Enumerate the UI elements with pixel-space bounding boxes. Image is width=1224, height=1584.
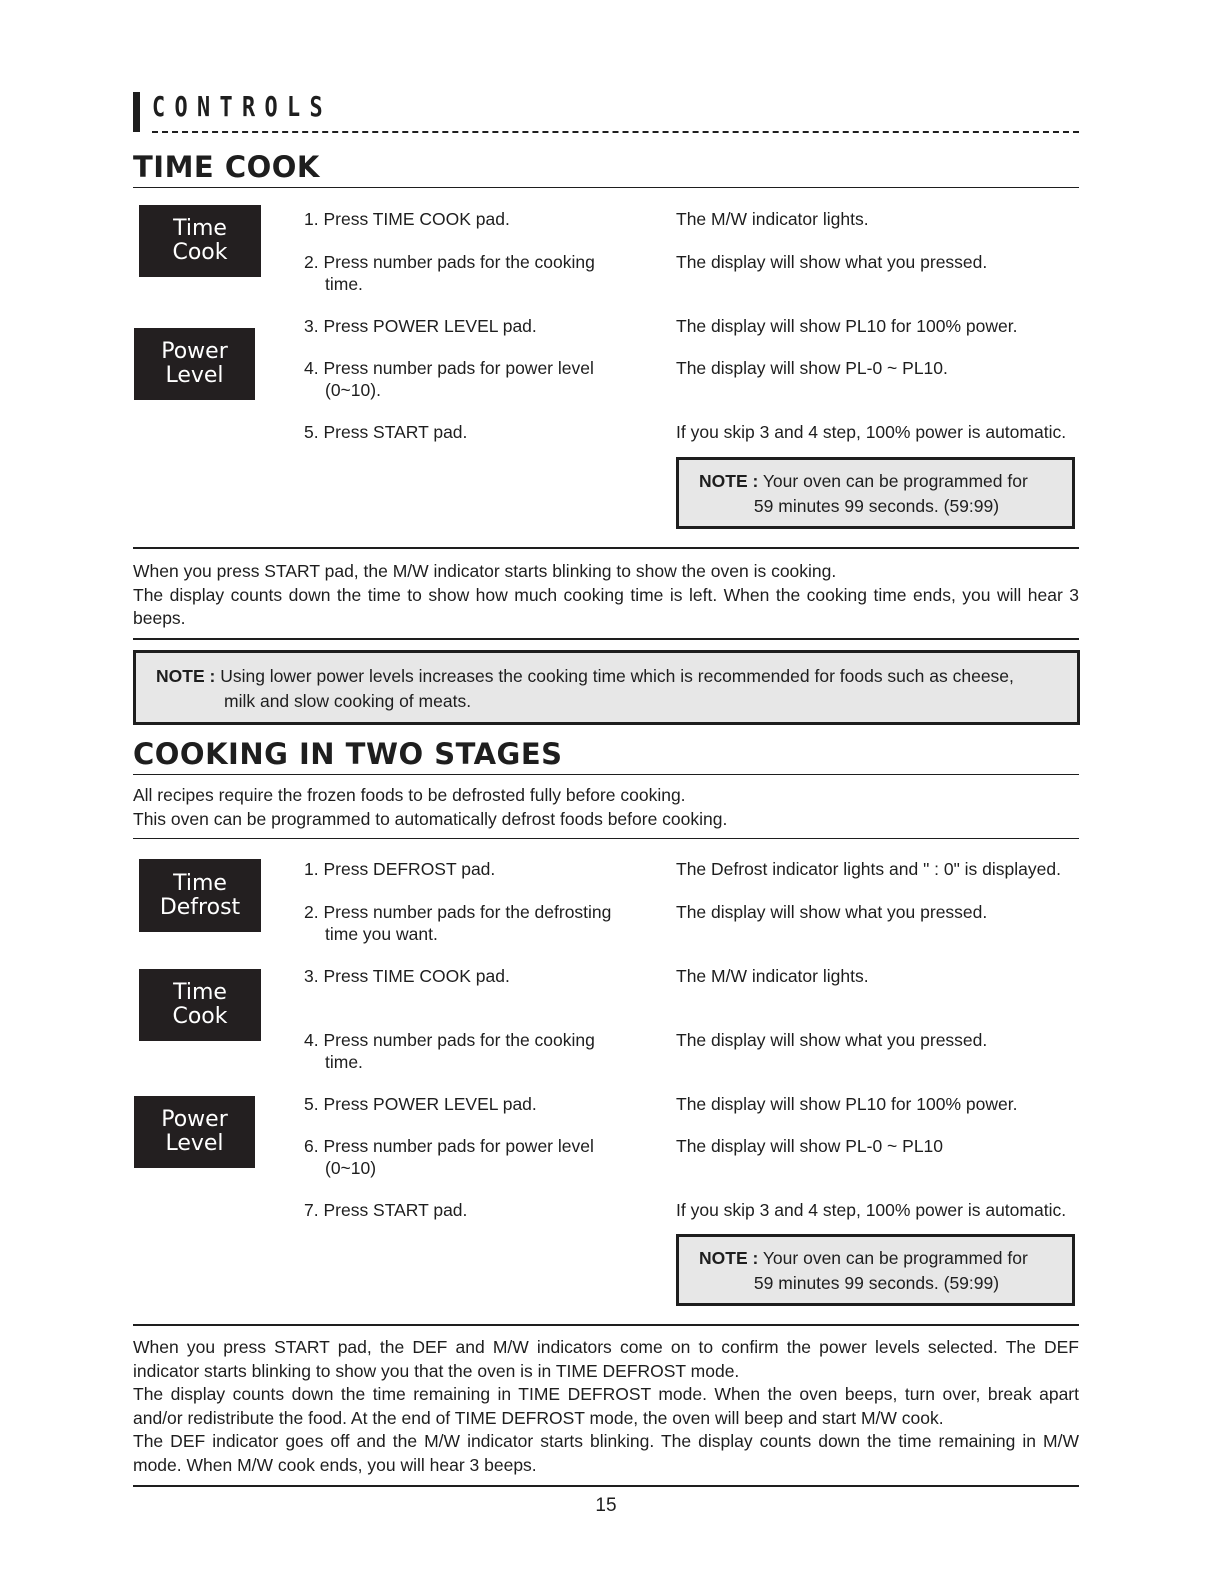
step-1: 1. Press TIME COOK pad.: [304, 209, 510, 229]
dashed-divider: [152, 131, 1079, 133]
result-2: The display will show what you pressed.: [676, 252, 988, 272]
time-cook-description: When you press START pad, the M/W indicator starts blinking to show the oven is cooking. The display counts down the time to show how much cooking time is left. When the cooking time ends, you will hear 3 beeps.: [133, 561, 1079, 628]
two-stages-title: COOKING IN TWO STAGES: [133, 737, 563, 771]
result-3: The M/W indicator lights.: [676, 966, 869, 986]
two-stages-intro: All recipes require the frozen foods to be defrosted fully before cooking. This oven can be programmed to automatically defrost foods before cooking.: [133, 785, 728, 829]
time-cook-pad: Time Cook: [139, 205, 261, 277]
result-5: If you skip 3 and 4 step, 100% power is automatic.: [676, 422, 1067, 442]
result-6: The display will show PL-0 ~ PL10: [676, 1136, 944, 1156]
time-cook-pad: Time Cook: [139, 969, 261, 1041]
result-2: The display will show what you pressed.: [676, 902, 988, 922]
title-rule: [133, 774, 1079, 775]
power-level-pad: Power Level: [134, 1096, 255, 1168]
step-2: 2. Press number pads for the cooking time.: [304, 252, 595, 294]
step-3: 3. Press POWER LEVEL pad.: [304, 316, 537, 336]
divider: [133, 547, 1079, 549]
section-label: CONTROLS: [152, 90, 333, 123]
divider: [133, 1485, 1079, 1487]
result-4: The display will show PL-0 ~ PL10.: [676, 358, 948, 378]
step-5: 5. Press START pad.: [304, 422, 468, 442]
header-bar: [133, 92, 140, 132]
divider: [133, 1324, 1079, 1326]
step-5: 5. Press POWER LEVEL pad.: [304, 1094, 537, 1114]
step-4: 4. Press number pads for the cooking time.: [304, 1030, 595, 1072]
step-2: 2. Press number pads for the defrosting time you want.: [304, 902, 612, 944]
step-4: 4. Press number pads for power level (0~10).: [304, 358, 594, 400]
result-3: The display will show PL10 for 100% power.: [676, 316, 1018, 336]
power-level-pad: Power Level: [134, 328, 255, 400]
title-rule: [133, 187, 1079, 188]
step-1: 1. Press DEFROST pad.: [304, 859, 496, 879]
result-7: If you skip 3 and 4 step, 100% power is automatic.: [676, 1200, 1067, 1220]
two-stages-description: When you press START pad, the DEF and M/W indicators come on to confirm the power levels selected. The DEF indicator starts blinking to show you that the oven is in TIME DEFROST mode. The display counts down the time remaining in TIME DEFROST mode. When the oven beeps, turn over, break apart and/or redistribute the food. At the end of TIME DEFROST mode, the oven will beep and start M/W cook. The DEF indicator goes off and the M/W indicator starts blinking. The display counts down the time remaining in M/W mode. When M/W cook ends, you will hear 3 beeps.: [133, 1337, 1079, 1475]
note-box: NOTE : Your oven can be programmed for 59 minutes 99 seconds. (59:99): [676, 457, 1075, 529]
divider: [133, 838, 1079, 839]
result-1: The M/W indicator lights.: [676, 209, 869, 229]
divider: [133, 638, 1079, 640]
step-7: 7. Press START pad.: [304, 1200, 468, 1220]
time-cook-title: TIME COOK: [133, 150, 320, 184]
step-3: 3. Press TIME COOK pad.: [304, 966, 510, 986]
note-box: NOTE : Your oven can be programmed for 59 minutes 99 seconds. (59:99): [676, 1234, 1075, 1306]
page-number: 15: [595, 1495, 617, 1516]
power-level-note: NOTE : Using lower power levels increases the cooking time which is recommended for foods such as cheese, milk and slow cooking of meats.: [133, 650, 1080, 725]
step-6: 6. Press number pads for power level (0~10): [304, 1136, 594, 1178]
result-5: The display will show PL10 for 100% power.: [676, 1094, 1018, 1114]
result-1: The Defrost indicator lights and " : 0" is displayed.: [676, 859, 1061, 879]
result-4: The display will show what you pressed.: [676, 1030, 988, 1050]
time-defrost-pad: Time Defrost: [139, 859, 261, 932]
